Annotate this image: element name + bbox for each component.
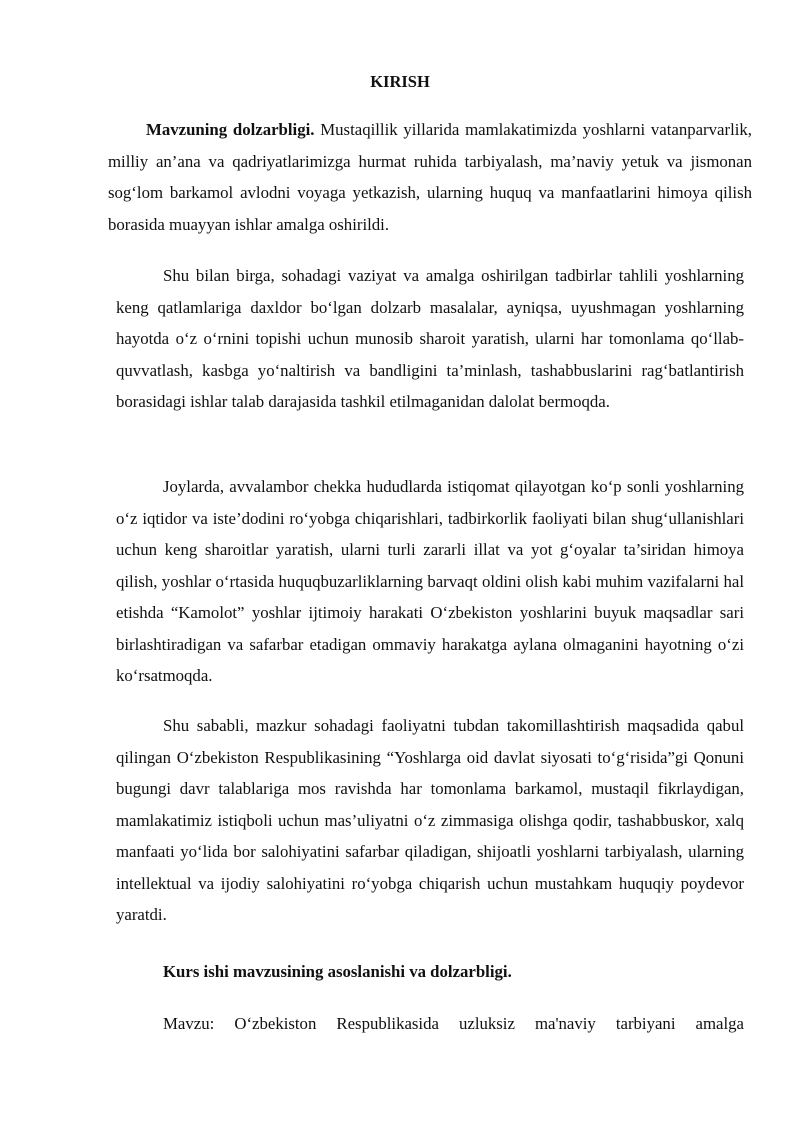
relevance-text: Mustaqillik yillarida mamlakatimizda yoshlarni vatanparvarlik, milliy an’ana va qadriyatlarimizga hurmat ruhida tarbiyalash, ma’naviy yetuk va jismonan sog‘lom barkamol avlodni voyaga yetkazish, ularning huquq va manfaatlarini himoya qilish borasida muayyan ishlar amalga oshirildi. xyxy=(108,120,752,234)
section-heading: Kurs ishi mavzusining asoslanishi va dolzarbligi. xyxy=(163,962,512,981)
paragraph-topic: Mavzu: O‘zbekiston Respublikasida uzluksiz ma'naviy tarbiyani amalga xyxy=(163,1014,744,1033)
page-title: KIRISH xyxy=(370,72,430,91)
relevance-lead: Mavzuning dolzarbligi. xyxy=(146,120,315,139)
paragraph-situation: Shu bilan birga, sohadagi vaziyat va amalga oshirilgan tadbirlar tahlili yoshlarning keng qatlamlariga daxldor bo‘lgan dolzarb masalalar, ayniqsa, uyushmagan yoshlarning hayotda o‘z o‘rnini topishi uchun munosib sharoit yaratish, ularni har tomonlama qo‘llab-quvvatlash, kasbga yo‘naltirish va bandligini ta’minlash, tashabbuslarini rag‘batlantirish borasidagi ishlar talab darajasida tashkil etilmaganidan dalolat bermoqda. xyxy=(116,266,744,411)
paragraph-relevance xyxy=(108,114,752,240)
paragraph-law: Shu sababli, mazkur sohadagi faoliyatni tubdan takomillashtirish maqsadida qabul qilingan O‘zbekiston Respublikasining “Yoshlarga oid davlat siyosati to‘g‘risida”gi Qonuni bugungi davr talablariga mos ravishda har tomonlama barkamol, mustaqil fikrlaydigan, mamlakatimiz istiqboli uchun mas’uliyatni o‘z zimmasiga olishga qodir, tashabbuskor, xalq manfaati yo‘lida bor salohiyatini safarbar qiladigan, shijoatli yoshlarni tarbiyalash, ularning intellektual va ijodiy salohiyatini ro‘yobga chiqarish uchun mustahkam huquqiy poydevor yaratdi. xyxy=(116,716,744,924)
paragraph-regions: Joylarda, avvalambor chekka hududlarda istiqomat qilayotgan ko‘p sonli yoshlarning o‘z iqtidor va iste’dodini ro‘yobga chiqarishlari, tadbirkorlik faoliyati bilan shug‘ullanishlari uchun keng sharoitlar yaratish, ularni turli zararli illat va yot g‘oyalar ta’siridan himoya qilish, yoshlar o‘rtasida huquqbuzarliklarning barvaqt oldini olish kabi muhim vazifalarni hal etishda “Kamolot” yoshlar ijtimoiy harakati O‘zbekiston yoshlarini buyuk maqsadlar sari birlashtiradigan va safarbar etadigan ommaviy harakatga aylana olmaganini hayotning o‘zi ko‘rsatmoqda. xyxy=(116,477,744,685)
